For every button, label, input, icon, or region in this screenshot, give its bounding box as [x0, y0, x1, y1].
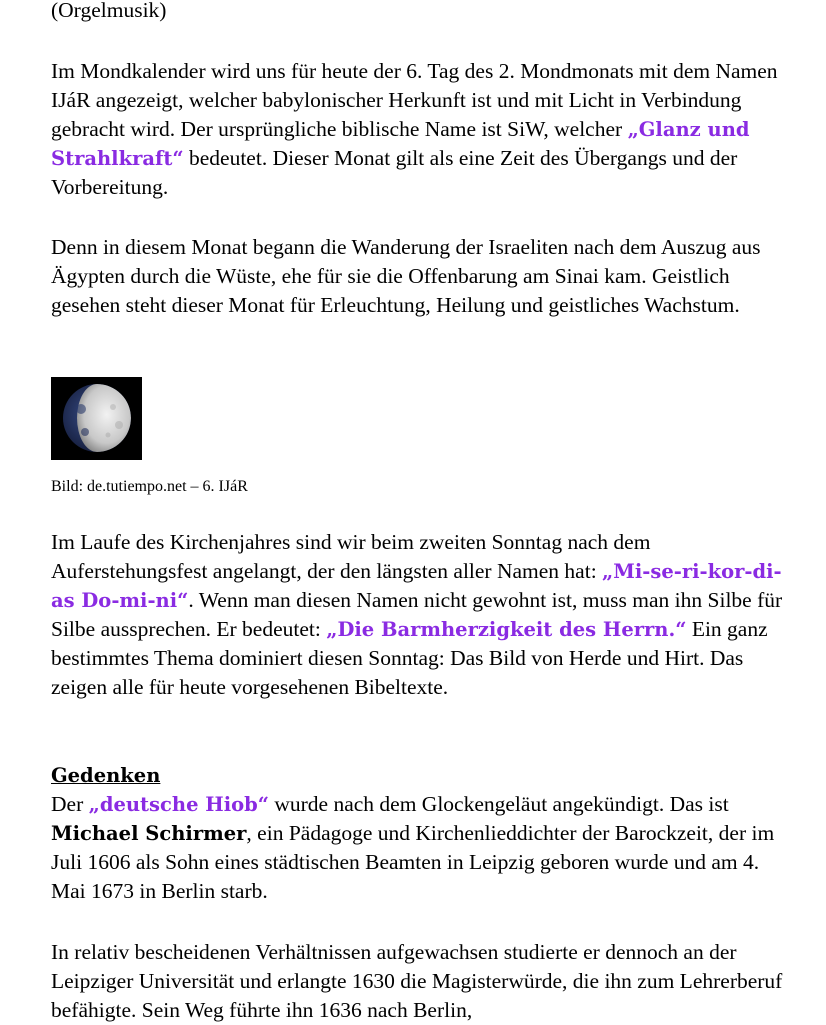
bold-name-schirmer: Michael Schirmer [51, 822, 247, 845]
paragraph-text: Im Laufe des Kirchenjahres sind wir beim zweiten Sonntag nach dem Auferstehungsfest angelangt, der den längsten aller Namen hat: [51, 530, 651, 583]
section-heading-gedenken: Gedenken [51, 764, 161, 787]
paragraph-text: wurde nach dem Glockengeläut angekündigt. Das ist [268, 792, 729, 816]
paragraph-verhaeltnisse: In relativ bescheidenen Verhältnissen aufgewachsen studierte er dennoch an der Leipziger Universität und erlangte 1630 die Magisterwürde, die ihn zum Lehrerberuf befähigte. Sein Weg führte ihn 1636 nach Berlin, [51, 940, 783, 1022]
highlight-deutscher-hiob: „deutsche Hiob“ [88, 793, 269, 816]
highlight-glanz: „Glanz und Strahlkraft“ [51, 118, 750, 170]
paragraph-text: , ein Pädagoge und Kirchenlieddichter der Barockzeit, der im Juli 1606 als Sohn eines städtischen Beamten in Leipzig geboren wurde und am 4. Mai 1673 in Berlin starb. [51, 821, 775, 903]
paragraph-text: Ein ganz bestimmtes Thema dominiert diesen Sonntag: Das Bild von Herde und Hirt. Das zeigen alle für heute vorgesehenen Bibeltexte. [51, 617, 768, 699]
paragraph-text: bedeutet. Dieser Monat gilt als eine Zeit des Übergangs und der Vorbereitung. [51, 146, 738, 199]
paragraph-wanderung: Denn in diesem Monat begann die Wanderung der Israeliten nach dem Auszug aus Ägypten durch die Wüste, ehe für sie die Offenbarung am Sinai kam. Geistlich gesehen steht dieser Monat für Erleuchtung, Heilung und geistliches Wachstum. [51, 235, 761, 317]
paragraph-kirchenjahr [51, 528, 791, 702]
highlight-misericordias: „Mi-se-ri-kor-di-as Do-mi-ni“ [51, 560, 782, 612]
image-caption: Bild: de.tutiempo.net – 6. IJáR [51, 478, 248, 495]
paragraph-mondkalender [51, 57, 791, 202]
intro-line: (Orgelmusik) [51, 0, 167, 22]
paragraph-text: . Wenn man diesen Namen nicht gewohnt ist, muss man ihn Silbe für Silbe aussprechen. Er bedeutet: [51, 588, 783, 641]
paragraph-text: Im Mondkalender wird uns für heute der 6. Tag des 2. Mondmonats mit dem Namen IJáR angezeigt, welcher babylonischer Herkunft ist und mit Licht in Verbindung gebracht wird. Der ursprüngliche biblische Name ist SiW, welcher [51, 59, 778, 141]
moon-phase-icon [51, 377, 142, 460]
highlight-barmherzigkeit: „Die Barmherzigkeit des Herrn.“ [326, 618, 687, 641]
paragraph-text: Der [51, 792, 89, 816]
paragraph-schirmer [51, 790, 791, 906]
moon-image [51, 377, 142, 460]
